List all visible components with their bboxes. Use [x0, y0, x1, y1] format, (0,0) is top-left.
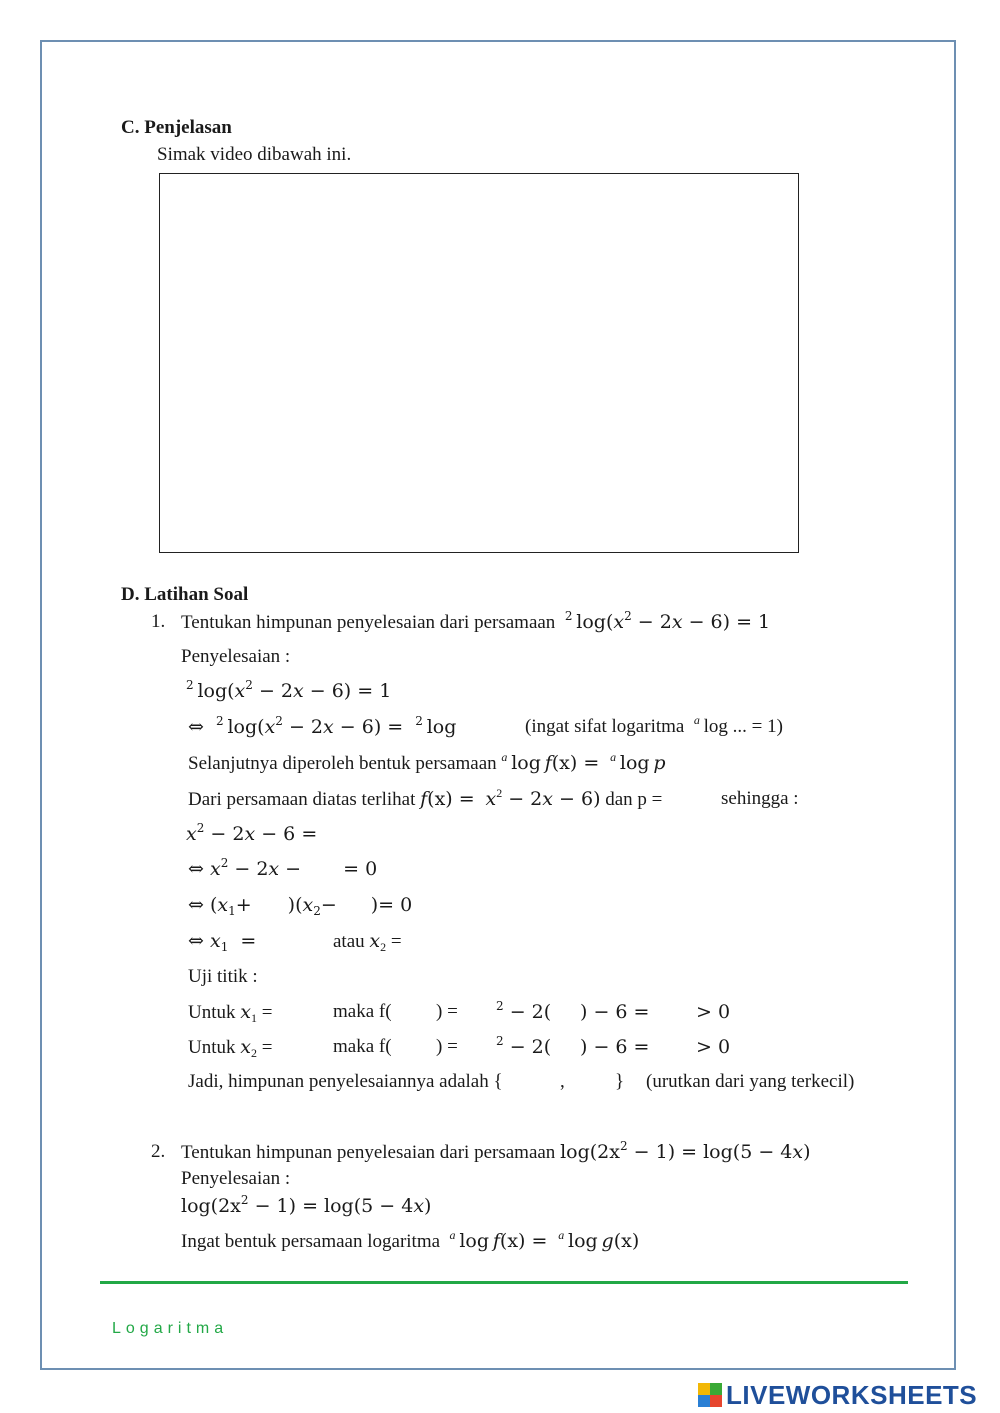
brand-text: LIVEWORKSHEETS [726, 1379, 978, 1410]
q1-step-equation: $^2$ $\log(x^2 - 2x - 6) = 1$ [186, 678, 392, 702]
q1-test2-gt: > 0 [696, 1036, 731, 1058]
q1-hint: (ingat sifat logaritma $^a$ log ... = 1) [525, 713, 783, 737]
q1-result-note: (urutkan dari yang terkecil) [646, 1071, 855, 1092]
q2-question [181, 1141, 811, 1164]
q1-test1-untuk: Untuk $x_1$ = [188, 1001, 273, 1025]
q1-quad-zero: ⇔ $x^2 - 2x$ − = 0 [188, 856, 378, 880]
q1-question-text: Tentukan himpunan penyelesaian dari persamaan [181, 612, 556, 633]
q1-test2-end: ) − 6 = [580, 1036, 650, 1058]
q1-test1-expr: $^2$ − 2( [496, 999, 552, 1023]
q1-step-iff: ⇔ $^2$ $\log(x^2 - 2x - 6) = ^2$ log [188, 714, 457, 738]
q1-test2-untuk: Untuk $x_2$ = [188, 1036, 273, 1060]
q1-result-comma: , [560, 1071, 565, 1092]
section-c-instruction: Simak video dibawah ini. [157, 144, 352, 165]
q2-number: 2. [151, 1141, 166, 1162]
q1-factor: ⇔ $(x_1+ )(x_2-$ )= 0 [188, 894, 413, 918]
footer-label: Logaritma [112, 1320, 229, 1337]
q2-solution-label: Penyelesaian : [181, 1168, 291, 1189]
section-c-heading: C. Penjelasan [121, 117, 232, 138]
q1-result-text: Jadi, himpunan penyelesaiannya adalah { [188, 1071, 503, 1092]
q2-equation: $\log(2x^2 - 1) = \log(5 - 4x)$ [560, 1139, 811, 1163]
answer-blank[interactable] [252, 894, 288, 914]
q1-test1-end: ) − 6 = [580, 1001, 650, 1023]
q1-equation: $^2$ $\log(x^2 - 2x - 6) = 1$ [564, 609, 771, 633]
q1-test2-maka: maka f( [333, 1036, 392, 1057]
brand-watermark[interactable] [698, 1380, 977, 1410]
q2-step-equation: $\log(2x^2 - 1) = \log(5 - 4x)$ [181, 1193, 432, 1217]
q1-roots-atau: atau $x_2$ = [333, 930, 402, 954]
q1-seen: Dari persamaan diatas terlihat $f(x) = x^2 - 2x - 6$) dan p = [188, 786, 663, 810]
q1-test2-close: ) = [436, 1036, 458, 1057]
q1-roots: ⇔ $x_1$ = [188, 930, 257, 954]
answer-blank[interactable] [301, 858, 343, 878]
q1-seen-end: sehingga : [721, 788, 799, 809]
footer-divider [100, 1281, 908, 1284]
answer-blank[interactable] [337, 894, 371, 914]
q1-result-close: } [615, 1071, 625, 1092]
q1-test-label: Uji titik : [188, 966, 258, 987]
q1-test1-gt: > 0 [696, 1001, 731, 1023]
video-placeholder[interactable] [159, 173, 799, 553]
q1-quad: $x^2 - 2x - 6$ = [186, 821, 318, 845]
q1-test1-close: ) = [436, 1001, 458, 1022]
q2-question-text: Tentukan himpunan penyelesaian dari persamaan [181, 1142, 556, 1163]
q1-next-form: Selanjutnya diperoleh bentuk persamaan $^a$ log f(x) = $^a$ log p [188, 750, 666, 774]
q1-solution-label: Penyelesaian : [181, 646, 291, 667]
q1-question [181, 611, 770, 634]
q1-test2-expr: $^2$ − 2( [496, 1034, 552, 1058]
brand-logo-icon [698, 1383, 722, 1407]
section-d-heading: D. Latihan Soal [121, 584, 249, 605]
q1-number: 1. [151, 611, 166, 632]
q2-remember: Ingat bentuk persamaan logaritma $^a$ log f(x) = $^a$ log g(x) [181, 1228, 640, 1252]
q1-test1-maka: maka f( [333, 1001, 392, 1022]
